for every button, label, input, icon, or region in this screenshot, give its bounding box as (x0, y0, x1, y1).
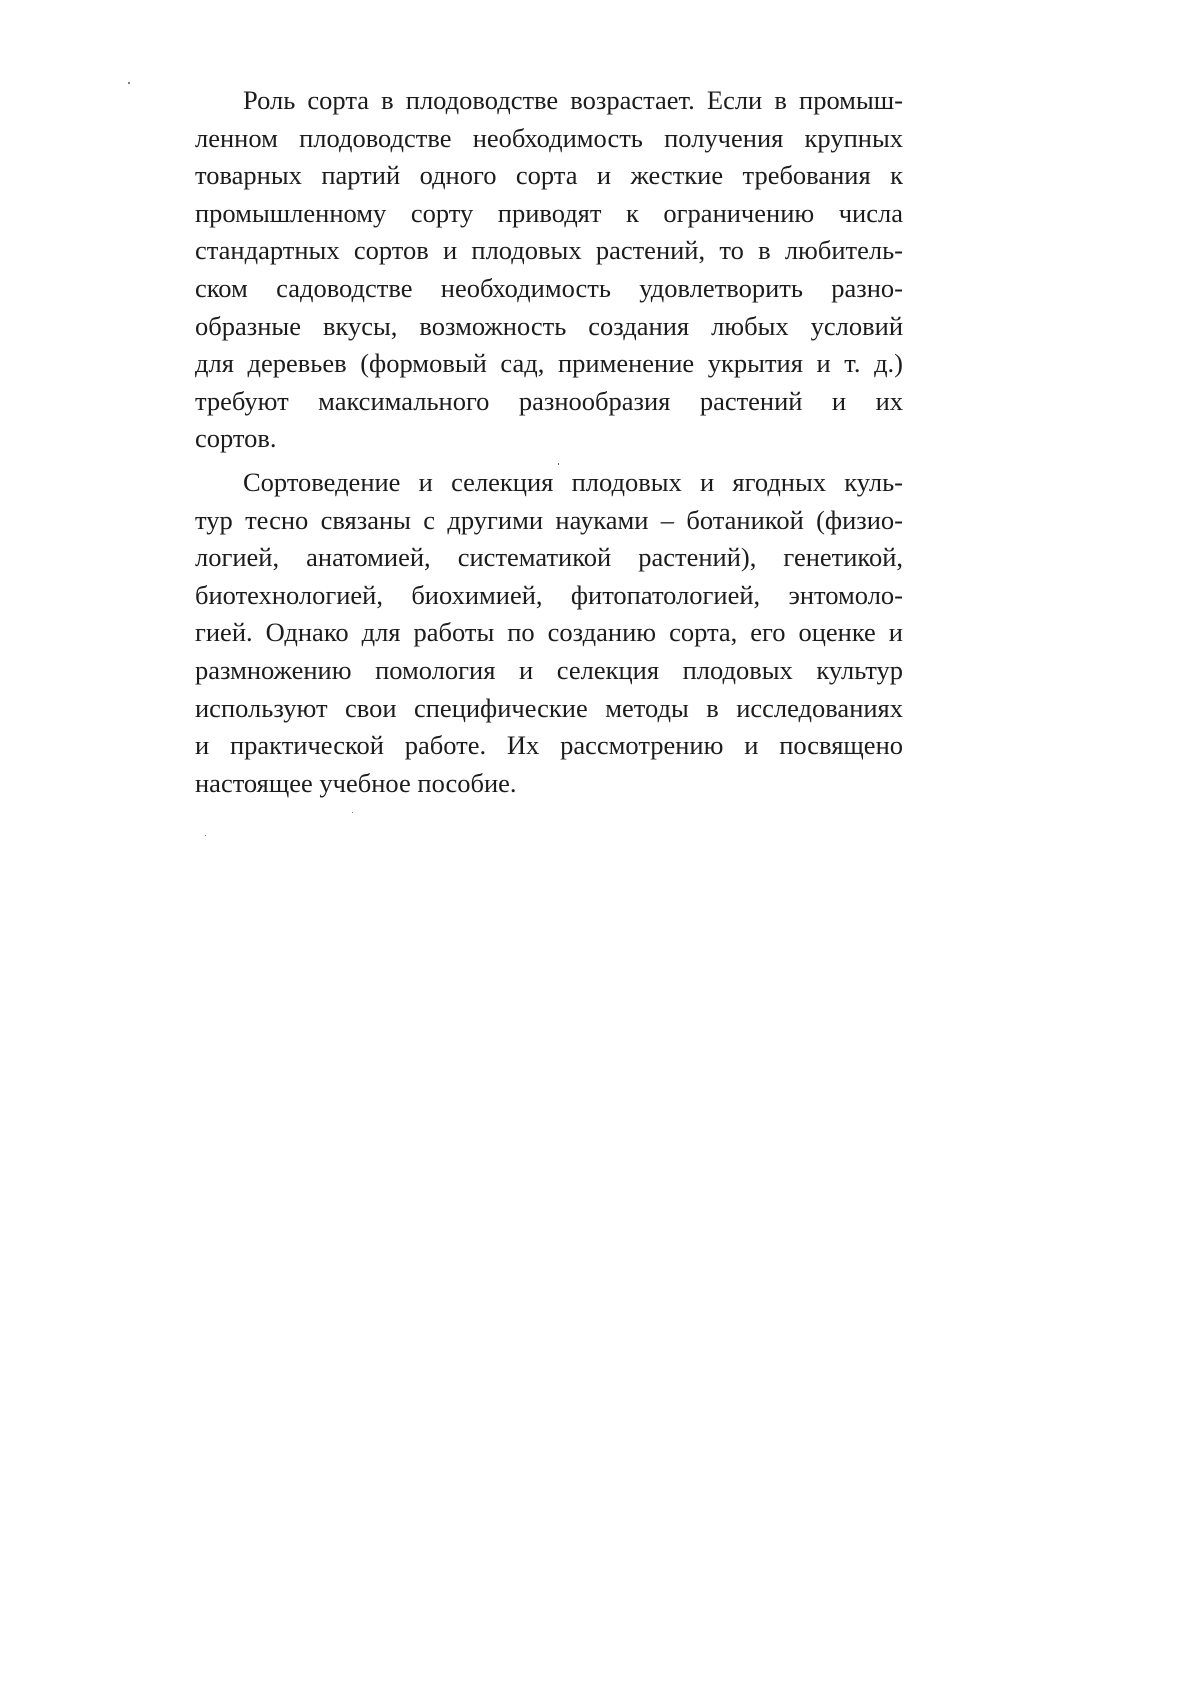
text-line: гией. Однако для работы по созданию сорта, его оценке и (147, 614, 903, 652)
text-line: товарных партий одного сорта и жесткие требования к (147, 157, 903, 195)
text-line: используют свои специфические методы в исследованиях (147, 690, 903, 728)
text-line: и практической работе. Их рассмотрению и посвящено (147, 727, 903, 765)
text-line: для деревьев (формовый сад, применение укрытия и т. д.) (147, 345, 903, 383)
paragraph-variety-role (147, 82, 903, 458)
body-text (147, 82, 903, 808)
text-line: логией, анатомией, систематикой растений), генетикой, (147, 539, 903, 577)
document-page (0, 0, 1200, 1684)
scan-speck (352, 812, 353, 813)
text-line: Сортоведение и селекция плодовых и ягодных куль- (147, 464, 903, 502)
text-line: сортов. (147, 420, 903, 458)
text-line: размножению помология и селекция плодовых культур (147, 652, 903, 690)
text-line: стандартных сортов и плодовых растений, то в любитель- (147, 232, 903, 270)
text-line: требуют максимального разнообразия растений и их (147, 383, 903, 421)
text-line: ленном плодоводстве необходимость получения крупных (147, 120, 903, 158)
text-line: ском садоводстве необходимость удовлетворить разно- (147, 270, 903, 308)
scan-speck (205, 835, 206, 836)
text-line: образные вкусы, возможность создания любых условий (147, 308, 903, 346)
text-line: Роль сорта в плодоводстве возрастает. Если в промыш- (147, 82, 903, 120)
text-line: биотехнологией, биохимией, фитопатологией, энтомоло- (147, 577, 903, 615)
paragraph-variety-science (147, 464, 903, 802)
text-line: промышленному сорту приводят к ограничению числа (147, 195, 903, 233)
text-line: тур тесно связаны с другими науками – ботаникой (физио- (147, 502, 903, 540)
text-line: настоящее учебное пособие. (147, 765, 903, 803)
scan-speck (128, 82, 130, 84)
